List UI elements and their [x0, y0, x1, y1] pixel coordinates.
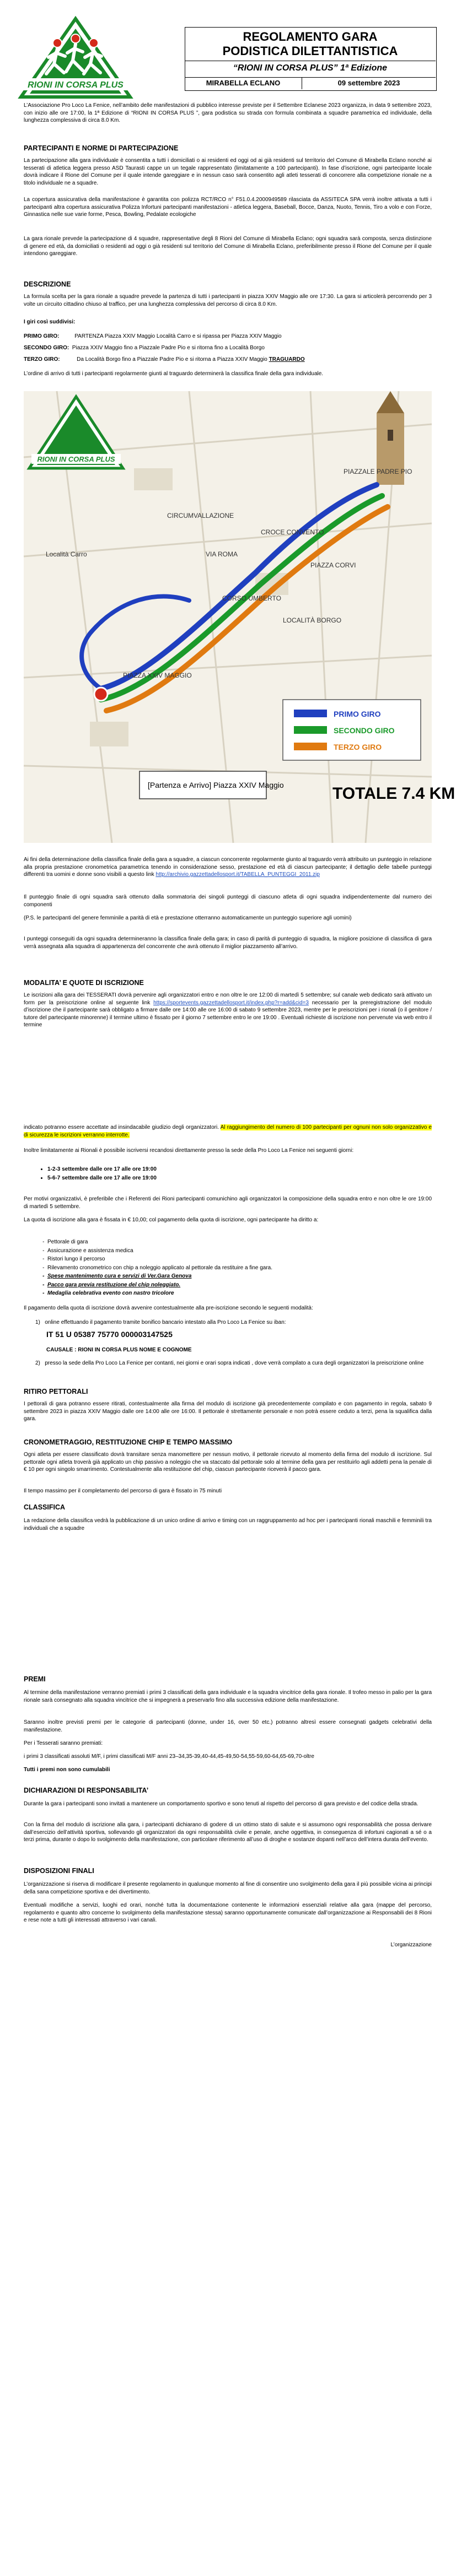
paragraph: (P.S. le partecipanti del genere femminile a parità di età e prestazione otterranno automaticamente un punteggio superiore agli uomini): [24, 915, 352, 921]
list-item: • 5-6-7 settembre dalle ore 17 alle ore 19:00: [47, 1175, 425, 1182]
benefits-list: [39, 1238, 425, 1298]
days-list: [39, 1166, 425, 1183]
paragraph: [24, 992, 432, 1029]
list-item: - Assicurazione e assistenza medica: [47, 1247, 425, 1255]
location: MIRABELLA ECLANO: [206, 79, 281, 87]
giro-label: SECONDO GIRO:: [24, 345, 69, 351]
section-title: CRONOMETRAGGIO, RESTITUZIONE CHIP E TEMPO MASSIMO: [24, 1438, 233, 1446]
paragraph: La quota di iscrizione alla gara è fissata in € 10,00; col pagamento della quota di iscrizione, ogni partecipante ha diritto a:: [24, 1217, 319, 1223]
paragraph: Con la firma del modulo di iscrizione alla gara, i partecipanti dichiarano di godere di un ottimo stato di salute e si assumono ogni responsabilità che possa derivare dall’esercizio dell’attività sportiva, sollevando gli organizzatori da ogni responsabilità civile e penale, anche oggettiva, in conseguenza di infortuni cagionati a sé o a terzi prima, durante o dopo lo svolgimento della manifestazione, con particolare riferimento all’uso di droghe e sostanze dopanti nell’arco dell’intera durata dell’evento.: [24, 1822, 432, 1843]
route-map: [24, 391, 455, 843]
header-meta: [185, 77, 436, 89]
paragraph: Per motivi organizzativi, è preferibile che i Referenti dei Rioni partecipanti comunichino agli organizzatori la composizione della squadra entro e non oltre le ore 19:00 di martedì 5 settembre.: [24, 1196, 432, 1210]
event-date: 09 settembre 2023: [337, 79, 400, 87]
paragraph: Al termine della manifestazione verranno premiati i primi 3 classificati della gara individuale e la squadra vincitrice della gara rionale. Il trofeo messo in palio per la gara rionale sarà consegnato alla squadra vincitrice che si impegnerà a preservarlo fino alla successiva edizione della manifestazione.: [24, 1690, 432, 1703]
legend-item: TERZO GIRO: [334, 743, 382, 751]
paragraph: Per i Tesserati saranno premiati:: [24, 1740, 103, 1746]
title-line-2: PODISTICA DILETTANTISTICA: [222, 44, 398, 58]
paragraph-text: Ai fini della determinazione della classifica finale della gara a squadre, a ciascun concorrente regolarmente giunto al traguardo verrà attribuito un punteggio in relazione alla propria prestazione cronometrica parametrica tenendo in considerazione sesso, prestazione ed età di ciascun partecipante; il dettaglio delle tabelle punteggi differenti tra uomini e donne sono visibili a questo link: [24, 857, 432, 878]
causale: CAUSALE : RIONI IN CORSA PLUS NOME E COGNOME: [46, 1347, 192, 1353]
paragraph: L’ordine di arrivo di tutti i partecipanti regolarmente giunti al traguardo determinerà la classifica finale della gara individuale.: [24, 371, 324, 377]
paragraph: Durante la gara i partecipanti sono invitati a mantenere un comportamento sportivo e sono tenuti al rispetto del percorso di gara previsto e del codice della strada.: [24, 1801, 419, 1807]
section-title: RITIRO PETTORALI: [24, 1388, 88, 1395]
paragraph: L’organizzazione si riserva di modificare il presente regolamento in qualunque momento al fine di consentire uno svolgimento della gara il più possibile vicina ai principi della sana competizione sportiva e dei divertimento.: [24, 1881, 432, 1895]
punteggi-link[interactable]: http://archivio.gazzettadellosport.it/TABELLA_PUNTEGGI_2011.zip: [155, 872, 320, 878]
giro-1: [24, 333, 432, 340]
section-title: DISPOSIZIONI FINALI: [24, 1867, 94, 1875]
giri-intro: I giri così suddivisi:: [24, 319, 76, 325]
rioni-logo: [18, 17, 133, 99]
map-label: CROCE CONVENTO: [261, 528, 324, 536]
logo-text: RIONI IN CORSA PLUS: [28, 80, 124, 90]
title-line-1: REGOLAMENTO GARA: [243, 30, 378, 44]
map-legend: [283, 700, 421, 760]
paragraph: La copertura assicurativa della manifestazione è garantita con polizza RCT/RCO n° F51.0.4.2000949589 rilasciata da ASSITECA SPA verrà inoltre attivata a tutti i partecipanti altra copertura assicurativa Polizza Infortuni partecipanti manifestazioni - atletica leggera, Baseball, Bocce, Danza, Nuoto, Tennis, Tiro a volo e con Forze, Ginnastica nelle sue varie forme, Pesca, Bowling, Pedalate ecologiche: [24, 197, 432, 218]
paragraph: Il pagamento della quota di iscrizione dovrà avvenire contestualmente alla pre-iscrizione secondo le seguenti modalità:: [24, 1305, 313, 1311]
paragraph: i primi 3 classificati assoluti M/F, i primi classificati M/F anni 23–34,35-39,40-44,45-49,50-54,55-59,60-64,65-69,70-oltre: [24, 1754, 314, 1760]
paragraph: [24, 1124, 432, 1139]
paragraph-text: presso la sede della Pro Loco La Fenice per contanti, nei giorni e orari sopra indicati , dove verrà compilato a cura degli organizzatori la preiscrizione online: [45, 1360, 424, 1366]
section-title: DESCRIZIONE: [24, 280, 71, 288]
legend-item: PRIMO GIRO: [334, 710, 381, 718]
paragraph: Saranno inoltre previsti premi per le categorie di partecipanti (donne, under 16, over 50 etc.) potranno altresì essere consegnati gadgets celebrativi della manifestazione.: [24, 1719, 432, 1733]
start-marker: [94, 688, 108, 701]
giro-label: TERZO GIRO:: [24, 356, 60, 362]
map-label: PIAZZA XXIV MAGGIO: [123, 672, 192, 679]
list-item: - Medaglia celebrativa evento con nastro tricolore: [47, 1290, 425, 1297]
highlighted-notice: Al raggiungimento del numero di 100 partecipanti per ognuni non solo organizzativo e di sicurezza le iscrizioni verranno interrotte.: [24, 1124, 432, 1138]
paragraph: I punteggi conseguiti da ogni squadra determineranno la classifica finale della gara; in caso di parità di punteggio di squadra, la migliore posizione di classifica di gara verrà assegnata alla squadra di appartenenza del concorrente che avrà ottenuto il miglior piazzamento all’arrivo.: [24, 936, 432, 950]
traguardo-label: TRAGUARDO: [269, 356, 305, 362]
paragraph: I pettorali di gara potranno essere ritirati, contestualmente alla firma del modulo di iscrizione già precedentemente compilato e con pagamento in regola, sabato 9 settembre 2023 in piazza XXIV Maggio dalle ore 14:00 alle ore 16:00. Il pettorale è strettamente personale e non potrà essere ceduto a terzi, pena la squalifica dalla gara.: [24, 1401, 432, 1422]
map-label: PIAZZALE PADRE PIO: [344, 468, 412, 475]
list-item: • 1-2-3 settembre dalle ore 17 alle ore 19:00: [47, 1166, 425, 1173]
start-finish-label: [Partenza e Arrivo] Piazza XXIV Maggio: [148, 781, 284, 789]
paragraph-text: indicato potranno essere accettate ad insindacabile giudizio degli organizzatori.: [24, 1124, 219, 1130]
map-label: CORSO UMBERTO: [222, 594, 281, 602]
list-item: - Pacco gara previa restituzione del chip noleggiato.: [47, 1281, 425, 1289]
iban: IT 51 U 05387 75770 000003147525: [46, 1330, 173, 1339]
route-total: TOTALE 7.4 KM: [332, 784, 455, 803]
paragraph: Ogni atleta per essere classificato dovrà transitare senza manomettere per nessun motivo, il pettorale ricevuto al momento della firma del modulo di iscrizione. Sul pettorale ogni atleta troverà già applicato un chip passivo a noleggio che va staccato dal pettorale solo al termine della gara per restituirlo agli addetti pena la penale di € 10 per ogni singolo smarrimento. Contestualmente alla restituzione del chip, ciascun partecipante riceverà il pacco gara.: [24, 1452, 432, 1473]
list-item: - Spese mantenimento cura e servizi di Ver.Gara Genova: [47, 1273, 425, 1280]
section-title: DICHIARAZIONI DI RESPONSABILITA’: [24, 1787, 149, 1794]
list-item: - Pettorale di gara: [47, 1238, 425, 1246]
paragraph: La redazione della classifica vedrà la pubblicazione di un unico ordine di arrivo e timing con un raggruppamento ad hoc per i partecipanti rionali maschili e femminili tra individuali che a squadre: [24, 1518, 432, 1531]
paragraph: Il punteggio finale di ogni squadra sarà ottenuto dalla sommatoria dei singoli punteggi di ciascuno atleta di ogni squadra indipendentemente dal numero dei componenti: [24, 894, 432, 908]
paragraph: Inoltre limitatamente ai Rionali è possibile iscriversi recandosi direttamente presso la sede della Pro Loco La Fenice nei seguenti giorni:: [24, 1148, 354, 1154]
giro-3: [24, 356, 432, 364]
section-title: PREMI: [24, 1675, 46, 1683]
list-item: - Ristori lungo il percorso: [47, 1255, 425, 1263]
giro-label: PRIMO GIRO:: [24, 333, 60, 339]
giro-text: Da Località Borgo fino a Piazzale Padre Pio e si ritorna a Piazza XXIV Maggio: [77, 356, 267, 362]
map-label: VIA ROMA: [206, 550, 238, 558]
giro-2: [24, 344, 432, 352]
list-item: - Rilevamento cronometrico con chip a noleggio applicato al pettorale da restituire a fine gara.: [47, 1264, 425, 1272]
payment-option-1: 1) online effettuando il pagamento tramite bonifico bancario intestato alla Pro Loco La Fenice su iban:: [35, 1319, 286, 1325]
map-label: Località Carro: [46, 550, 87, 558]
map-label: LOCALITÀ BORGO: [283, 616, 342, 624]
paragraph-text: online effettuando il pagamento tramite bonifico bancario intestato alla Pro Loco La Fenice su iban:: [45, 1319, 286, 1325]
paragraph: La gara rionale prevede la partecipazione di 4 squadre, rappresentative degli 8 Rioni del Comune di Mirabella Eclano; ogni squadra sarà composta, senza distinzione di genere ed età, da domiciliati o residenti ad oggi o già residenti sul territorio del Comune di Mirabella Eclano, preferibilmente presso il Rione del Comune per il quale intendono gareggiare.: [24, 236, 432, 257]
paragraph: La formula scelta per la gara rionale a squadre prevede la partenza di tutti i partecipanti in piazza XXIV Maggio alle ore 17:30. La gara si articolerà percorrendo per 3 volte un circuito cittadino chiuso al traffico, per una lunghezza complessiva del percorso di circa 8.0 Km.: [24, 294, 432, 307]
map-label: CIRCUMVALLAZIONE: [167, 512, 234, 519]
paragraph: Tutti i premi non sono cumulabili: [24, 1767, 110, 1773]
section-title: MODALITA’ E QUOTE DI ISCRIZIONE: [24, 979, 144, 987]
paragraph: Il tempo massimo per il completamento del percorso di gara è fissato in 75 minuti: [24, 1488, 222, 1494]
section-title: CLASSIFICA: [24, 1503, 65, 1511]
paragraph: Eventuali modifiche a servizi, luoghi ed orari, nonché tutta la documentazione contenente le informazioni essenziali relative alla gara (mappe del percorso, regolamento e quanto altro concerne lo svolgimento della manifestazione stessa) saranno opportunamente comunicate dall’organizzazione ai Responsabili dei 8 Rioni e rese note a tutti gli interessati attraverso i vari canali.: [24, 1902, 432, 1923]
payment-option-2: 2) presso la sede della Pro Loco La Fenice per contanti, nei giorni e orari sopra indicati , dove verrà compilato a cura degli organizzatori la preiscrizione online: [35, 1360, 424, 1366]
paragraph-text: necessario per la preregistrazione del modulo d’iscrizione che il partecipante sarà obbligato a firmare dalle ore 14:00 alle ore 16:00 di sabato 9 settembre 2023, mentre per le preiscrizioni per i rionali (o il genitore / tutore del partecipante minorenne) il termine ultimo è fissato per il giorno 7 settembre entro le ore 19:00 . Eventuali richieste di iscrizione non pervenute via web entro il termine: [24, 999, 432, 1028]
giro-text: PARTENZA Piazza XXIV Maggio Località Carro e si ripassa per Piazza XXIV Maggio: [74, 333, 282, 339]
intro-paragraph: L’Associazione Pro Loco La Fenice, nell’ambito delle manifestazioni di pubblico interesse previste per il Settembre Eclanese 2023 organizza, in data 9 settembre 2023, con inizio alle ore 17:00, la 1ª Edizione di “RIONI IN CORSA PLUS ”, gara podistica su strada con formula combinata a squadre parametrica ed individuale, della lunghezza complessiva di circa 8.0 Km.: [24, 102, 432, 123]
iscrizione-link[interactable]: https://sportevents.gazzettadellosport.it/index.php?r=add&cid=3: [153, 999, 309, 1006]
start-finish-box: [140, 771, 284, 799]
section-title: PARTECIPANTI E NORME DI PARTECIPAZIONE: [24, 144, 179, 152]
paragraph-text: Le iscrizioni alla gara dei TESSERATI dovrà pervenire agli organizzatori entro e non oltre le ore 12:00 di martedì 5 settembre; sul canale web dedicato sarà attivato un form per la preiscrizione online al seguente link: [24, 992, 432, 1006]
subtitle: “RIONI IN CORSA PLUS” 1ª Edizione: [233, 63, 388, 73]
giro-text: Piazza XXIV Maggio fino a Piazzale Padre Pio e si ritorna fino a Località Borgo: [72, 345, 265, 351]
paragraph: La partecipazione alla gara individuale è consentita a tutti i domiciliati o ai residenti ed oggi od ai già residenti sul territorio del Comune di Mirabella Eclano nonché ai tesserati di atletica leggera presso ASD Taurasti cappe un un tegale rappresentato (limitatamente a 100 partecipanti). In fase d’iscrizione, ogni partecipante locale dovrà indicare il Rione del Comune per il quale intende gareggiare e in nessun caso sarà consentito agli atleti tesserati di concorrere alla competizione rionale ne a titolo individuale ne a squadre.: [24, 158, 432, 186]
signature: L’organizzazione: [390, 1942, 432, 1948]
legend-item: SECONDO GIRO: [334, 726, 395, 735]
map-label: PIAZZA CORVI: [310, 561, 356, 569]
paragraph: [24, 856, 432, 879]
map-logo-text: RIONI IN CORSA PLUS: [37, 455, 115, 463]
